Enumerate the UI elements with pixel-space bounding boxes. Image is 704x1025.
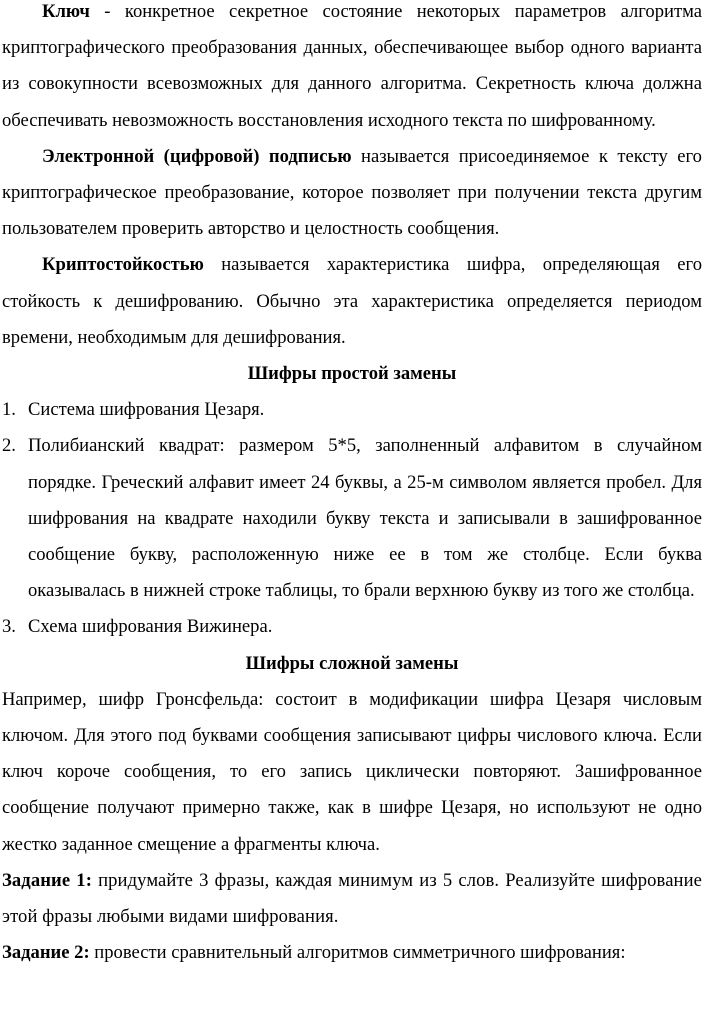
list-item <box>2 392 702 428</box>
complex-section-text: Например, шифр Гронсфельда: состоит в модификации шифра Цезаря числовым ключом. Для этого под буквами сообщения записывают цифры числового ключа. Если ключ короче сообщения, то его запись циклически повторяют. Зашифрованное сообщение получают примерно также, как в шифре Цезаря, но используют не одно жестко заданное смещение а фрагменты ключа. <box>2 688 702 855</box>
definition-key-text: - конкретное секретное состояние некоторых параметров алгоритма криптографического преобразования данных, обеспечивающее выбор одного варианта из совокупности всевозможных для данного алгоритма. Секретность ключа должна обеспечивать невозможность восстановления исходного текста по шифрованному. <box>2 1 702 131</box>
list-item-number: 1. <box>2 399 16 421</box>
list-item-number: 2. <box>2 435 16 457</box>
task-2-label: Задание 2: <box>2 942 90 964</box>
list-item-text: Система шифрования Цезаря. <box>28 399 265 421</box>
definition-strength-text: называется характеристика шифра, определяющая его стойкость к дешифрованию. Обычно эта характеристика определяется периодом времени, необходимым для дешифрования. <box>2 254 702 348</box>
task-1-text: придумайте 3 фразы, каждая минимум из 5 слов. Реализуйте шифрование этой фразы любыми видами шифрования. <box>2 869 702 928</box>
term-signature: Электронной (цифровой) подписью <box>42 145 352 167</box>
complex-section-heading: Шифры сложной замены <box>245 652 459 674</box>
list-item <box>2 609 702 645</box>
simple-section-heading: Шифры простой замены <box>247 363 457 385</box>
list-item-text: Полибианский квадрат: размером 5*5, заполненный алфавитом в случайном порядке. Греческий алфавит имеет 24 буквы, а 25-м символом является пробел. Для шифрования на квадрате находили букву текста и записывали в зашифрованное сообщение букву, расположенную ниже ее в том же столбце. Если буква оказывалась в нижней строке таблицы, то брали верхнюю букву из того же столбца. <box>28 435 702 602</box>
term-strength: Криптостойкостью <box>42 254 204 276</box>
definition-signature <box>2 139 702 248</box>
simple-cipher-list <box>2 392 702 645</box>
definition-signature-text: называется присоединяемое к тексту его криптографическое преобразование, которое позволяет при получении текста другим пользователем проверить авторство и целостность сообщения. <box>2 145 702 240</box>
list-item-text: Схема шифрования Вижинера. <box>28 616 273 638</box>
term-key: Ключ <box>42 1 90 22</box>
task-2-text: провести сравнительный алгоритмов симметричного шифрования: <box>89 942 626 964</box>
list-item <box>2 428 702 609</box>
definition-key <box>2 0 702 139</box>
task-1 <box>2 863 702 935</box>
definition-strength <box>2 247 702 356</box>
list-item-number: 3. <box>2 616 16 638</box>
task-1-label: Задание 1: <box>2 869 92 891</box>
task-2 <box>2 935 702 971</box>
